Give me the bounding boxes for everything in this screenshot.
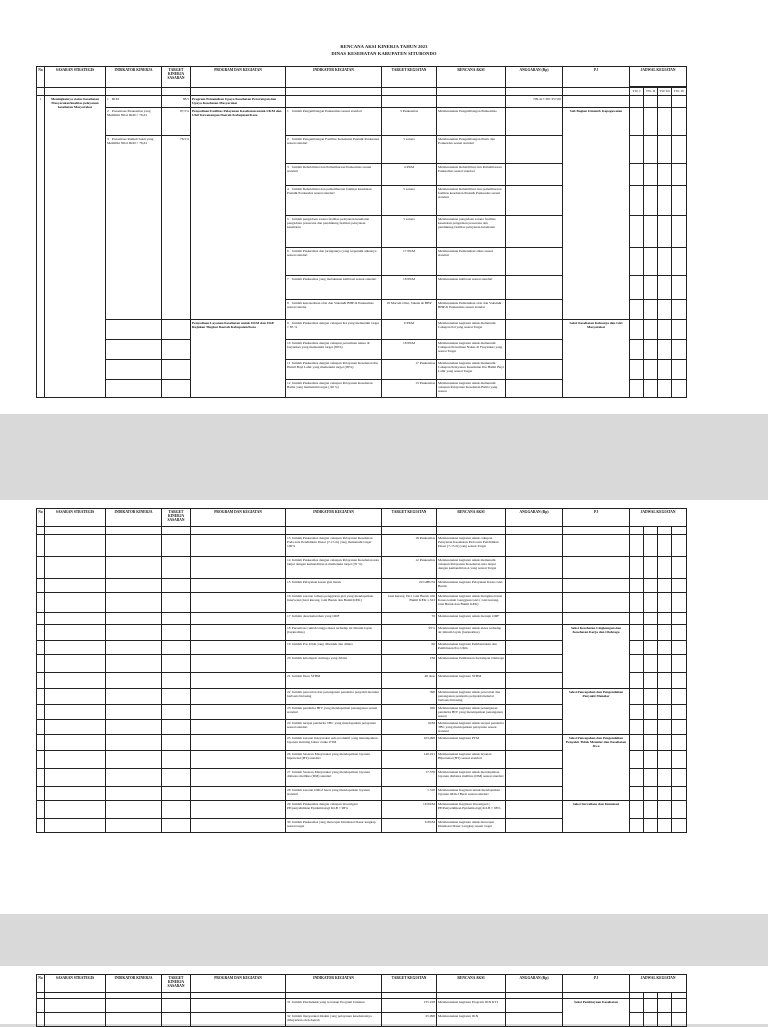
document-page-1 <box>0 0 768 414</box>
target-kegiatan-cell: 12 Puskesmas <box>382 557 437 579</box>
tw-row <box>37 88 687 96</box>
header-indikator-kinerja: INDIKATOR KINERJA <box>106 67 162 88</box>
target-kegiatan-cell: 103,098 <box>382 734 437 750</box>
table-row <box>37 96 687 108</box>
indikator-kegiatan-cell: 29 Jumlah Puskesmas dengan cakupan investigasi PE/penyelidikan Epidemiologi KLB > 98% <box>286 800 382 818</box>
tw-3: TW. III <box>658 88 672 96</box>
rencana-aksi-cell: Melaksanakan kegiatan untuk cakupan Pelayanan Kesehatan Pada usia Pendidikan Dasar (7-15 th) yang sesuai Target <box>437 535 506 557</box>
indikator-kegiatan-cell: 21 Jumlah Desa STBM <box>286 673 382 689</box>
rencana-aksi-cell: Melaksanakan kegiatan untuk mendapatkan layanan diabetes mellitus (DM) sesuai standart <box>437 768 506 786</box>
indikator-kegiatan-cell: 10 Jumlah Puskesmas dengan cakupan persalinan nakes di fasyankes yang memenuhi target (80%) <box>286 340 382 360</box>
rencana-aksi-cell: Melaksanakan kegiatan untuk terapsi penderita TBC yang mendapatkan pelayanan sesuai standart <box>438 720 504 734</box>
pj-cell: Seksi Pembiayaan Kesehatan <box>563 999 630 1027</box>
indikator-kegiatan-cell: 4 Jumlah Rehabilitasi dan pemeliharaan fasilitas kesehatan Pustu& Ponkesdes sesuai standart <box>286 186 382 216</box>
target-kegiatan-cell: 5 sarana <box>382 136 437 164</box>
rencana-aksi-cell: Melaksanakan kegiatan untuk mengintervensi Kasus terkait Gangguan Gizi ( Gizi kurang, Gizi Buruk dan Bumil KEK) <box>437 593 506 613</box>
header-pj: PJ <box>563 975 630 993</box>
indikator-kegiatan-cell: 28 Jumlah sasaran ODGJ berat yang mendapatkan layanan standart <box>286 786 382 800</box>
indikator-kegiatan-cell: 3 Jumlah Rehabilitasi dan Pemeliharaan Puskesmas sesuai standart <box>286 164 382 186</box>
header-pj: PJ <box>563 509 630 527</box>
rencana-aksi-table-2 <box>36 508 687 833</box>
table-row <box>37 999 687 1013</box>
table-row <box>37 593 687 613</box>
table-header-row <box>37 67 687 87</box>
indikator-kegiatan-cell: 25 Jumlah sasaran masyarakat usia produktif yang mendapatkan layanan skrining faktor risiko PTM <box>286 734 382 750</box>
target-kegiatan-cell: 18 Puskesmas <box>382 535 437 557</box>
rencana-aksi-cell: Melaksanakan kegiatan untuk memenuhi Cakupan Persalinan Nakes di Fasyankes yang sesuai Target <box>437 340 506 360</box>
rencana-aksi-table-3 <box>36 974 687 1027</box>
header-jadwal: JADWAL KEGIATAN <box>630 509 687 527</box>
target-kegiatan-cell: 140.191 <box>382 750 437 768</box>
target-kegiatan-cell: 17 Puskesmas <box>382 360 437 380</box>
rencana-aksi-cell: Melaksanakan kegiatan untuk memenuhi cakupan Pelayanan Kesehatan usia lanjut dengan kemandirian A yang sesuai Target <box>437 557 506 579</box>
table-header-row <box>37 509 687 527</box>
header-anggaran: ANGGARAN (Rp) <box>506 975 563 993</box>
target-kegiatan-cell: 70 <box>382 613 437 625</box>
indikator-cell: 1 IKM <box>106 96 162 108</box>
target-kegiatan-cell: 17 PKM <box>382 248 437 276</box>
header-anggaran: ANGGARAN (Rp) <box>506 67 563 88</box>
row-no: 1 <box>37 96 45 398</box>
header-rencana-aksi: RENCANA AKSI <box>437 509 506 527</box>
target-cell: 78,5% <box>162 136 191 320</box>
table-row <box>37 320 687 340</box>
target-kegiatan-cell: 95% <box>382 625 437 641</box>
header-indikator-kegiatan: INDIKATOR KEGIATAN <box>286 975 382 993</box>
header-anggaran: ANGGARAN (Rp) <box>506 509 563 527</box>
header-no: No <box>37 509 45 527</box>
target-kegiatan-cell: 60 <box>382 641 437 655</box>
header-program: PROGRAM DAN KEGIATAN <box>191 509 286 527</box>
header-rencana-aksi: RENCANA AKSI <box>437 67 506 88</box>
kegiatan-cell: Penyediaan Fasilitas Pelayanan Kesehatan untuk UKM dan UKP Kewenangan Daerah Kabupaten/Kota <box>191 108 286 320</box>
rencana-aksi-table-1 <box>36 66 687 398</box>
target-kegiatan-cell: 5 sarana <box>382 186 437 216</box>
pj-cell: Seksi Surveilans dan Imunisasi <box>563 800 630 832</box>
target-kegiatan-cell: 18 PKM <box>382 800 437 818</box>
target-kegiatan-cell: 260 <box>382 705 437 720</box>
document-page-2 <box>0 500 768 914</box>
header-target-kinerja: TARGET KINERJA SASARAN <box>162 67 191 88</box>
pj-cell: Seksi Kesehatan Keluarga dan Gizi Masyarakat <box>563 320 630 398</box>
rencana-aksi-cell: Melaksanakan kegiatan Program JKN KTI <box>437 999 506 1013</box>
indikator-kegiatan-cell: 26 Jumlah Sasaran Masyarakat yang mendapatkan layanan hipertensi (HT) standart <box>286 750 382 768</box>
header-indikator-kinerja: INDIKATOR KINERJA <box>106 975 162 993</box>
indikator-kegiatan-cell: 20 Jumlah kelompok olahraga yang dibina <box>286 655 382 673</box>
indikator-kegiatan-cell: 6 Jumlah Puskesmas dan jaringannya yang terpenuhi alkesnya sesuai standart <box>286 248 382 276</box>
tw-1: TW. I <box>630 88 644 96</box>
target-kegiatan-cell: 18 Macam Obat, Vaksin & BHP <box>382 300 437 320</box>
header-indikator-kinerja: INDIKATOR KINERJA <box>106 509 162 527</box>
header-program: PROGRAM DAN KEGIATAN <box>191 67 286 88</box>
header-sasaran: SASARAN STRATEGIS <box>45 509 106 527</box>
rencana-aksi-cell: Melaksanakan Pembinaan Kelompok Olahraga <box>437 655 506 673</box>
indikator-kegiatan-cell: 31 Jumlah Pendudukk yang tercakup Program Jaminan <box>286 999 382 1013</box>
rencana-aksi-cell: Melaksanakan Pengembangan Pustu dan Ponkesdes sesuai standart <box>437 136 506 164</box>
header-indikator-kegiatan: INDIKATOR KEGIATAN <box>286 509 382 527</box>
indikator-kegiatan-cell: 24 Jumlah terapsi penderita TBC yang mendapatkan pelayanan sesuai standart <box>286 719 382 734</box>
indikator-kegiatan-cell: 30 Jumlah Puskesmas yang mencapai Imunisasi Dasar lengkap sesuai target <box>286 818 382 832</box>
header-sasaran: SASARAN STRATEGIS <box>45 67 106 88</box>
target-kegiatan-cell: 4 PKM <box>382 164 437 186</box>
indikator-kegiatan-cell: 12 Jumlah Puskesmas dengan cakupan Pelayanan Kesehatan Balita yang memenuhi target ( 90 %) <box>286 380 382 398</box>
table-row <box>37 625 687 641</box>
header-sasaran: SASARAN STRATEGIS <box>45 975 106 993</box>
kegiatan-cell: Penyediaan Layanan Kesehatan untuk UKM dan UKP Rujukan Tingkat Daerah Kabupaten/Kota <box>191 320 286 398</box>
target-kegiatan-cell: 9 PKM <box>382 320 437 340</box>
rencana-aksi-cell: Melaksanakan kegiatan untuk layanan Hipertensi (HT) sesuai standart <box>437 750 506 768</box>
rencana-aksi-cell: Melaksanakan kegiatan PTM <box>437 734 506 750</box>
table-header-row <box>37 975 687 993</box>
rencana-aksi-cell: Melaksanakan Kegiatan Investigasi ( PE/Penyelidikan Epidemiologi) KLB > 98% <box>437 800 506 818</box>
indikator-kegiatan-cell: 8 Jumlah ketersediaan obat dan Vaksin& BHP di Puskesmas sesuai standar <box>286 300 382 320</box>
target-cell: 88,5 <box>162 96 191 108</box>
document-page-3 <box>0 966 768 1024</box>
indikator-kegiatan-cell: 18 Persentase rumah tangga akses terhadap air minum layak (berkualitas) <box>286 625 382 641</box>
indikator-kegiatan-cell: 9 Jumlah Puskesmas dengan cakupan K4 yang memenuhi target > 85 % <box>286 320 382 340</box>
table-row <box>37 557 687 579</box>
tw-2: TW. II <box>644 88 658 96</box>
rencana-aksi-cell: Melaksanakan kegiatan STBM <box>437 673 506 689</box>
target-kegiatan-cell: 48 desa <box>382 673 437 689</box>
target-kegiatan-cell: 13 Puskesmas <box>382 380 437 398</box>
indikator-kegiatan-cell: 19 Jumlah Pos UKK yang dibentuk dan dibina <box>286 641 382 655</box>
indikator-kegiatan-cell: 13 Jumlah Puskesmas dengan cakupan Pelayanan Kesehatan Pada usia Pendidikan Dasar (7-15 th) yang memenuhi target 100% <box>286 535 382 557</box>
indikator-kegiatan-cell: 27 Jumlah Sasaran Masyarakat yang mendapatkan layanan diabetes mellitus (DM) standart <box>286 768 382 786</box>
rencana-aksi-cell: Melaksanakan kegiatan untuk pencarian dan penanganan penderita penyakit menular berbasis lintasing <box>437 689 506 705</box>
header-target-kegiatan: TARGET KEGIATAN <box>382 509 437 527</box>
rencana-aksi-cell: Melaksanakan kegiatan untuk menuju ODF <box>437 613 506 625</box>
tw-4: TW. IV <box>672 88 687 96</box>
indikator-kegiatan-cell: 14 Jumlah Puskesmas dengan cakupan Pelayanan Kesehatan usia lanjut dengan kemandirian A memenuhi target (70 %) <box>286 557 382 579</box>
rencana-aksi-cell: Melaksanakan kegiatan Pembentukan dan Pembinaan Pos UKK <box>437 641 506 655</box>
rencana-aksi-cell: Melaksanakan Rehabilitasi dan Pemeliharaan Puskesmas sesuai standart <box>437 164 506 186</box>
table-row <box>37 613 687 625</box>
target-kegiatan-cell: 18 PKM <box>382 340 437 360</box>
rencana-aksi-cell: Melaksanakan kegiatan untuk mencapai Imunisasi Dasar Lengkap sesuai target <box>437 818 506 832</box>
header-program: PROGRAM DAN KEGIATAN <box>191 975 286 993</box>
table-row <box>37 800 687 818</box>
header-target-kinerja: TARGET KINERJA SASARAN <box>162 975 191 993</box>
header-target-kinerja: TARGET KINERJA SASARAN <box>162 509 191 527</box>
header-jadwal: JADWAL KEGIATAN <box>630 67 687 87</box>
target-kegiatan-cell: 17.578 <box>382 768 437 786</box>
rencana-aksi-cell: Melaksanakan kegiatan untuk akses terhadap air minum layak (berkualitas) <box>437 625 506 641</box>
header-rencana-aksi: RENCANA AKSI <box>437 975 506 993</box>
indikator-cell: 2 Presentase Puskesmas yang Memiliki Nilai IKM > 76,61 <box>106 108 162 136</box>
header-jadwal: JADWAL KEGIATAN <box>630 975 687 993</box>
target-kegiatan-cell: 238 <box>382 655 437 673</box>
header-no: No <box>37 975 45 993</box>
target-kegiatan-cell: Gizi kurang 1911 Gizi Buruk 106 Bumil KEK 1.523 <box>382 593 437 613</box>
target-kegiatan-cell: 3 Puskesmas <box>382 108 437 136</box>
target-kegiatan-cell: 6 PKM <box>382 818 437 832</box>
rencana-aksi-cell: Melaksanakan Pemenuhan alkes sesuai standart <box>437 248 506 276</box>
pj-cell: Sub Bagian Umum& Kepegawaian <box>563 108 630 320</box>
rencana-aksi-cell: Melaksanakan Kegiatan untuk mendapatkan layanan ODGJ Berat sesuai standart <box>437 786 506 800</box>
document-subtitle: DINAS KESEHATAN KABUPATEN SITUBONDO <box>331 51 437 56</box>
indikator-kegiatan-cell: 22 Jumlah pencarian dan penanganan penderita penyakit menular berbasis lintasing <box>286 689 382 705</box>
program-cell: Program Pemenuhan Upaya Kesehatan Perorangan dan Upaya Kesehatan Masyarakat <box>191 96 286 108</box>
rencana-aksi-cell: Melaksanakan Rehabilitasi dan pemeliharaan fasilitas kesehatan Pustu& Ponkesdes sesuai standart <box>437 186 506 216</box>
table-row <box>37 108 687 136</box>
indikator-kegiatan-cell: 32 Jumlah masyarakat miskin yang pelayanan kesehatannya dibayarkan oleh daerah <box>286 1013 382 1027</box>
target-kegiatan-cell: 18 PKM <box>382 276 437 300</box>
table-row <box>37 734 687 750</box>
rencana-aksi-cell: Melaksanakan Pemenuhan obat dan Vaksin& BHP di Puskesmas sesuai standar <box>437 300 506 320</box>
document-title: RENCANA AKSI KINERJA TAHUN 2023 <box>340 44 428 49</box>
target-kegiatan-cell: 5 sarana <box>382 216 437 248</box>
indikator-kegiatan-cell: 15 Jumlah Pelayakan kasus gizi buruk <box>286 579 382 593</box>
rencana-aksi-cell: Melaksanakan kegiatan untuk memenuhi Cakupan K4 yang sesuai Target <box>437 320 506 340</box>
target-cell: 87,5% <box>162 108 191 136</box>
target-kegiatan-cell: 25.998 <box>382 1013 437 1027</box>
header-no: No <box>37 67 45 88</box>
indikator-kegiatan-cell: 1 Jumlah Pengembangan Puskesmas sesuai standart <box>286 108 382 136</box>
indikator-kegiatan-cell: 17 Jumlah desa/kelurahan yang ODF <box>286 613 382 625</box>
rencana-aksi-cell: Melaksanakan kegiatan untuk penanganan penderita HIV yang mendapatkan penanganan sesuai <box>437 705 506 720</box>
rencana-aksi-cell: Melaksanakan kegiatan Pelayakan Kasus Gizi Buruk <box>437 579 506 593</box>
rencana-aksi-cell: Melaksanakan pengadaan sarana fasilitas kesehatan pengadaan prasarana dan pendukung fasilitas pelayanan kesehatan <box>437 216 506 248</box>
table-row <box>37 689 687 705</box>
header-pj: PJ <box>563 67 630 88</box>
rencana-aksi-cell: Melaksanakan kegiatan untuk memenuhi cakupan Pelayanan Kesehatan Balita yang sesuai <box>437 380 506 398</box>
target-kegiatan-cell: 20 GIBUSI <box>382 579 437 593</box>
sasaran-cell: Meningkatnya status Kesehatan Masyarakat/kualitas pelayanan kesehatan Masyarakat <box>45 96 106 398</box>
target-kegiatan-cell: 1.318 <box>382 786 437 800</box>
header-target-kegiatan: TARGET KEGIATAN <box>382 67 437 88</box>
table-row <box>37 579 687 593</box>
pj-cell: Seksi Pencegahan dan Pengendalian Penyakit Menular <box>563 689 630 735</box>
indikator-kegiatan-cell: 2 Jumlah Pengembangan Fasilitas Kesehatan Pustu& Ponkesdes sesuai standart <box>286 136 382 164</box>
target-kegiatan-cell: 390 <box>382 689 437 705</box>
indikator-kegiatan-cell: 23 Jumlah penderita HIV yang mendapatkan penanganan sesuai standart <box>286 705 382 720</box>
target-kegiatan-cell: 9238 <box>382 719 437 734</box>
rencana-aksi-cell: Melaksanakan kalibrasi sesuai standart <box>437 276 506 300</box>
rencana-aksi-cell: Melaksanakan kegiatan JKN <box>437 1013 506 1027</box>
pj-cell: Seksi Kesehatan Lingkungan dan Kesehatan Kerja dan Olahraga <box>563 625 630 689</box>
header-indikator-kegiatan: INDIKATOR KEGIATAN <box>286 67 382 88</box>
anggaran-cell: 709.417.397.357,00 <box>506 96 563 108</box>
indikator-kegiatan-cell: 11 Jumlah Puskesmas dengan cakupan Pelayanan Kesehatan Ibu Hamil Bayi Lahir yang memenuhi target (90%) <box>286 360 382 380</box>
indikator-kegiatan-cell: 5 Jumlah pengadaan sarana fasilitas pelayanan kesehatan pengadaan prasarana dan pendukung fasilitas pelayanan kesehatan <box>286 216 382 248</box>
target-kegiatan-cell: 155.108 <box>382 999 437 1013</box>
indikator-kegiatan-cell: 16 Jumlah sasaran remaja penggiatan gizi yang mendapatkan intervensi (Gizi kurang, Gizi Buruk dan Bumil KEK) <box>286 593 382 613</box>
header-target-kegiatan: TARGET KEGIATAN <box>382 975 437 993</box>
pj-cell: Seksi Pencegahan dan Pengendalian Penyakit Tidak Menular dan Kesehatan Jiwa <box>563 734 630 800</box>
indikator-cell: 3 Presentase Rumah Sakit yang Memiliki Nilai IKM > 76,61 <box>106 136 162 320</box>
indikator-kegiatan-cell: 7 Jumlah Puskesmas yang melakukan kalibrasi sesuai standart <box>286 276 382 300</box>
rencana-aksi-cell: Melaksanakan Pengembangan Puskesmas <box>437 108 506 136</box>
rencana-aksi-cell: Melaksanakan kegiatan untuk memenuhi Cakupan Pelayanan Kesehatan Ibu Hamil Bayi Lahir yang sesuai Target <box>437 360 506 380</box>
table-row <box>37 535 687 557</box>
